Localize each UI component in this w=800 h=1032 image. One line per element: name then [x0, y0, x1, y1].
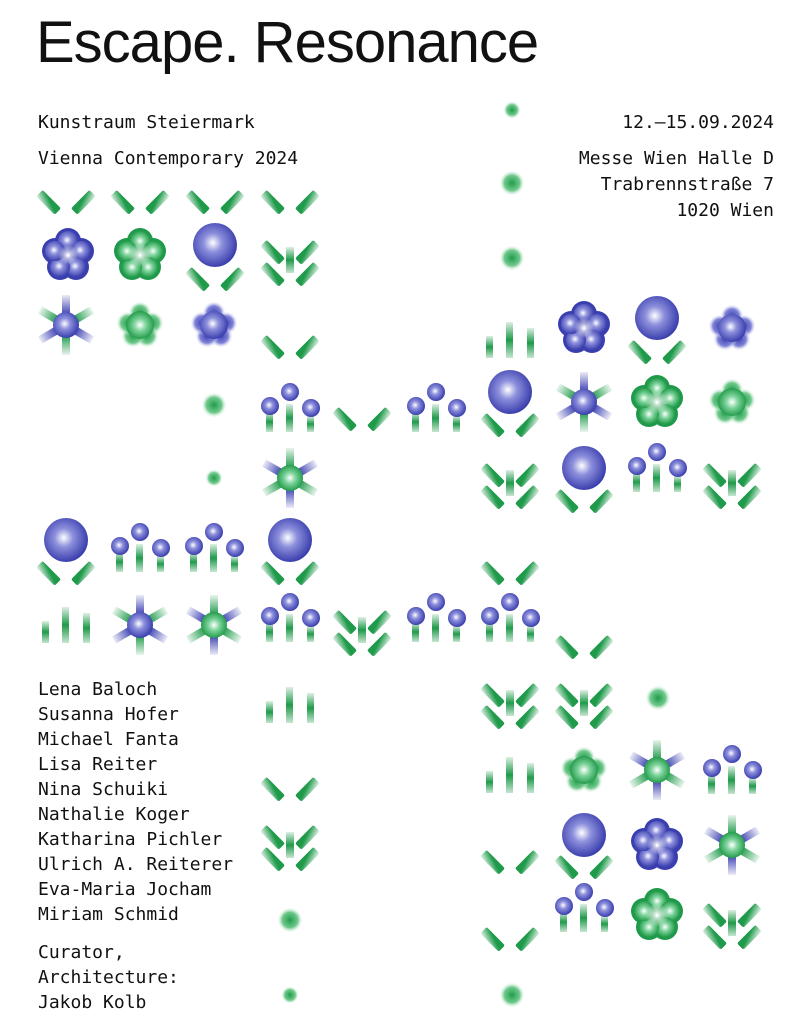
artist-name: Lisa Reiter [38, 754, 158, 775]
artist-name: Nina Schuiki [38, 779, 169, 800]
curator-credit [38, 940, 179, 1015]
artist-list [38, 677, 233, 927]
artist-name: Nathalie Koger [38, 804, 190, 825]
artist-name: Miriam Schmid [38, 904, 179, 925]
curator-label: Curator, [38, 942, 125, 963]
curator-label-2: Architecture: [38, 967, 179, 988]
event-name: Vienna Contemporary 2024 [38, 148, 299, 169]
venue-street: Trabrennstraße 7 [600, 174, 774, 195]
page-title: Escape. Resonance [36, 10, 539, 75]
cluster-middle [36, 518, 613, 660]
cluster-bottom-right [260, 683, 762, 952]
curator-name: Jakob Kolb [38, 992, 147, 1013]
organizer: Kunstraum Steiermark [38, 112, 255, 133]
venue-hall: Messe Wien Halle D [578, 148, 774, 169]
cluster-top-right [261, 296, 762, 514]
artist-name: Susanna Hofer [38, 704, 179, 725]
venue-city: 1020 Wien [676, 200, 774, 221]
artist-name: Ulrich A. Reiterer [38, 854, 234, 875]
artist-name: Lena Baloch [38, 679, 158, 700]
artist-name: Eva-Maria Jocham [38, 879, 212, 900]
event-dates: 12.–15.09.2024 [622, 112, 774, 133]
cluster-top-left [36, 190, 319, 360]
artist-name: Katharina Pichler [38, 829, 223, 850]
artist-name: Michael Fanta [38, 729, 179, 750]
